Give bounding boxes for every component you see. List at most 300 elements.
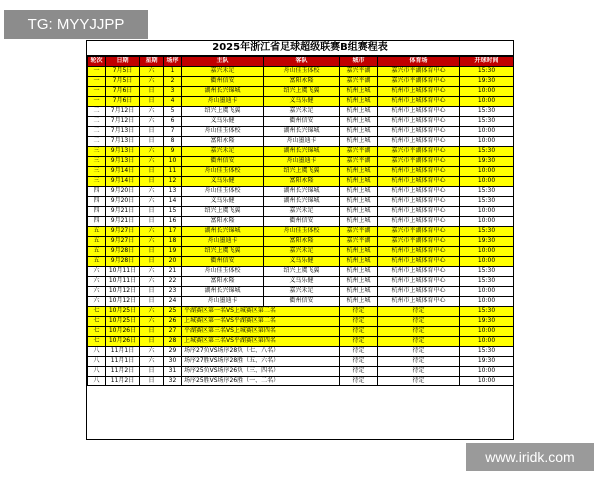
cell-round: 二 (88, 106, 106, 116)
cell-round: 七 (88, 336, 106, 346)
table-row (88, 286, 514, 296)
cell-kickoff: 15:30 (460, 306, 514, 316)
cell-kickoff: 10:00 (460, 206, 514, 216)
cell-date: 9月27日 (106, 226, 140, 236)
cell-venue: 杭州市上城体育中心 (378, 126, 460, 136)
cell-away-team: 富阳永隆 (264, 236, 340, 246)
cell-date: 11月2日 (106, 376, 140, 386)
cell-kickoff: 15:30 (460, 186, 514, 196)
cell-round: 一 (88, 66, 106, 76)
cell-venue: 杭州市上城体育中心 (378, 296, 460, 306)
cell-kickoff: 15:30 (460, 106, 514, 116)
cell-date: 9月21日 (106, 206, 140, 216)
cell-away-team: 湖州长兴锦城 (264, 186, 340, 196)
cell-date: 11月2日 (106, 366, 140, 376)
cell-city: 待定 (340, 326, 378, 336)
cell-venue: 待定 (378, 306, 460, 316)
cell-venue: 嘉兴市平湖体育中心 (378, 226, 460, 236)
cell-away-team: 湖州长兴锦城 (264, 196, 340, 206)
cell-match-no: 29 (164, 346, 182, 356)
cell-match-no: 6 (164, 116, 182, 126)
cell-city: 嘉兴平湖 (340, 76, 378, 86)
cell-home-team: 舟山佳玉体校 (182, 126, 264, 136)
cell-city: 杭州上城 (340, 296, 378, 306)
cell-kickoff: 10:00 (460, 126, 514, 136)
cell-home-team: 舟山佳玉体校 (182, 166, 264, 176)
cell-kickoff: 15:30 (460, 146, 514, 156)
cell-date: 7月13日 (106, 136, 140, 146)
cell-match-no: 31 (164, 366, 182, 376)
cell-kickoff: 15:30 (460, 276, 514, 286)
cell-home-team: 义乌乐健 (182, 196, 264, 206)
cell-fixture: 平湖赛区第一名VS上城赛区第二名 (182, 306, 340, 316)
cell-home-team: 绍兴上虞飞翼 (182, 246, 264, 256)
table-row (88, 96, 514, 106)
cell-city: 杭州上城 (340, 196, 378, 206)
cell-weekday: 六 (140, 106, 164, 116)
table-row (88, 336, 514, 346)
cell-venue: 杭州市上城体育中心 (378, 196, 460, 206)
cell-away-team: 义乌乐健 (264, 96, 340, 106)
schedule-sheet (86, 40, 514, 440)
cell-weekday: 日 (140, 166, 164, 176)
cell-weekday: 日 (140, 126, 164, 136)
cell-round: 一 (88, 86, 106, 96)
header-match-no: 场序 (164, 57, 182, 67)
cell-away-team: 义乌乐健 (264, 256, 340, 266)
cell-away-team: 衢州信安 (264, 216, 340, 226)
cell-kickoff: 10:00 (460, 336, 514, 346)
cell-venue: 嘉兴市平湖体育中心 (378, 146, 460, 156)
cell-round: 八 (88, 376, 106, 386)
cell-weekday: 日 (140, 286, 164, 296)
cell-match-no: 13 (164, 186, 182, 196)
cell-venue: 待定 (378, 326, 460, 336)
cell-date: 9月14日 (106, 176, 140, 186)
cell-venue: 杭州市上城体育中心 (378, 216, 460, 226)
cell-home-team: 衢州信安 (182, 256, 264, 266)
cell-round: 五 (88, 236, 106, 246)
cell-home-team: 舟山墨迪卡 (182, 236, 264, 246)
cell-date: 9月20日 (106, 196, 140, 206)
cell-match-no: 11 (164, 166, 182, 176)
cell-kickoff: 10:00 (460, 296, 514, 306)
cell-round: 七 (88, 316, 106, 326)
cell-round: 八 (88, 366, 106, 376)
table-row (88, 306, 514, 316)
cell-kickoff: 19:30 (460, 316, 514, 326)
cell-kickoff: 15:30 (460, 346, 514, 356)
table-row (88, 346, 514, 356)
table-header-row (88, 57, 514, 67)
cell-away-team: 绍兴上虞飞翼 (264, 266, 340, 276)
cell-match-no: 24 (164, 296, 182, 306)
cell-date: 7月13日 (106, 126, 140, 136)
cell-round: 八 (88, 356, 106, 366)
cell-date: 9月27日 (106, 236, 140, 246)
header-date: 日期 (106, 57, 140, 67)
cell-city: 嘉兴平湖 (340, 236, 378, 246)
cell-kickoff: 15:30 (460, 226, 514, 236)
cell-date: 10月12日 (106, 296, 140, 306)
table-row (88, 266, 514, 276)
cell-match-no: 3 (164, 86, 182, 96)
cell-home-team: 义乌乐健 (182, 176, 264, 186)
cell-match-no: 15 (164, 206, 182, 216)
cell-home-team: 富阳永隆 (182, 216, 264, 226)
cell-venue: 待定 (378, 356, 460, 366)
cell-city: 待定 (340, 316, 378, 326)
cell-city: 嘉兴平湖 (340, 66, 378, 76)
cell-away-team: 衢州信安 (264, 116, 340, 126)
cell-venue: 待定 (378, 346, 460, 356)
table-row (88, 136, 514, 146)
cell-weekday: 日 (140, 296, 164, 306)
cell-away-team: 嘉兴禾足 (264, 106, 340, 116)
cell-city: 待定 (340, 366, 378, 376)
cell-kickoff: 10:00 (460, 216, 514, 226)
cell-kickoff: 19:30 (460, 76, 514, 86)
cell-weekday: 日 (140, 136, 164, 146)
cell-date: 9月20日 (106, 186, 140, 196)
cell-weekday: 六 (140, 76, 164, 86)
cell-city: 杭州上城 (340, 246, 378, 256)
cell-round: 六 (88, 296, 106, 306)
cell-match-no: 8 (164, 136, 182, 146)
cell-date: 11月1日 (106, 356, 140, 366)
cell-city: 嘉兴平湖 (340, 226, 378, 236)
cell-round: 三 (88, 146, 106, 156)
cell-date: 7月6日 (106, 96, 140, 106)
cell-kickoff: 15:30 (460, 116, 514, 126)
cell-date: 9月13日 (106, 156, 140, 166)
cell-venue: 杭州市上城体育中心 (378, 96, 460, 106)
cell-weekday: 日 (140, 216, 164, 226)
table-row (88, 356, 514, 366)
cell-round: 五 (88, 246, 106, 256)
table-row (88, 256, 514, 266)
cell-round: 六 (88, 266, 106, 276)
cell-venue: 杭州市上城体育中心 (378, 266, 460, 276)
cell-venue: 杭州市上城体育中心 (378, 106, 460, 116)
cell-home-team: 湖州长兴锦城 (182, 286, 264, 296)
cell-weekday: 六 (140, 146, 164, 156)
cell-weekday: 日 (140, 326, 164, 336)
cell-date: 10月12日 (106, 286, 140, 296)
cell-away-team: 嘉兴禾足 (264, 286, 340, 296)
cell-kickoff: 10:00 (460, 326, 514, 336)
header-away-team: 客队 (264, 57, 340, 67)
cell-weekday: 日 (140, 246, 164, 256)
cell-city: 待定 (340, 306, 378, 316)
cell-weekday: 六 (140, 346, 164, 356)
table-row (88, 66, 514, 76)
cell-match-no: 30 (164, 356, 182, 366)
table-row (88, 196, 514, 206)
cell-weekday: 日 (140, 176, 164, 186)
cell-match-no: 18 (164, 236, 182, 246)
cell-city: 杭州上城 (340, 206, 378, 216)
cell-match-no: 16 (164, 216, 182, 226)
cell-match-no: 21 (164, 266, 182, 276)
cell-weekday: 日 (140, 256, 164, 266)
cell-kickoff: 19:30 (460, 356, 514, 366)
cell-weekday: 日 (140, 86, 164, 96)
cell-fixture: 场序27负VS场序28负（七、八名） (182, 346, 340, 356)
cell-venue: 杭州市上城体育中心 (378, 246, 460, 256)
cell-round: 二 (88, 116, 106, 126)
cell-kickoff: 10:00 (460, 86, 514, 96)
cell-kickoff: 10:00 (460, 376, 514, 386)
cell-city: 杭州上城 (340, 276, 378, 286)
cell-fixture: 平湖赛区第三名VS上城赛区第四名 (182, 326, 340, 336)
cell-match-no: 20 (164, 256, 182, 266)
cell-away-team: 舟山墨迪卡 (264, 156, 340, 166)
cell-kickoff: 10:00 (460, 96, 514, 106)
cell-city: 杭州上城 (340, 106, 378, 116)
cell-city: 杭州上城 (340, 186, 378, 196)
watermark-bottom-right: www.iridk.com (466, 443, 594, 471)
cell-away-team: 舟山佳玉体校 (264, 226, 340, 236)
cell-venue: 杭州市上城体育中心 (378, 176, 460, 186)
cell-match-no: 2 (164, 76, 182, 86)
table-row (88, 236, 514, 246)
cell-city: 杭州上城 (340, 86, 378, 96)
cell-date: 10月11日 (106, 276, 140, 286)
cell-match-no: 26 (164, 316, 182, 326)
cell-match-no: 4 (164, 96, 182, 106)
table-row (88, 76, 514, 86)
cell-match-no: 17 (164, 226, 182, 236)
cell-weekday: 日 (140, 366, 164, 376)
cell-away-team: 富阳永隆 (264, 76, 340, 86)
cell-city: 杭州上城 (340, 116, 378, 126)
table-row (88, 226, 514, 236)
cell-round: 四 (88, 216, 106, 226)
cell-venue: 杭州市上城体育中心 (378, 136, 460, 146)
cell-venue: 待定 (378, 316, 460, 326)
cell-home-team: 舟山墨迪卡 (182, 96, 264, 106)
cell-city: 待定 (340, 376, 378, 386)
cell-home-team: 嘉兴禾足 (182, 146, 264, 156)
cell-round: 六 (88, 286, 106, 296)
cell-home-team: 舟山佳玉体校 (182, 266, 264, 276)
cell-match-no: 10 (164, 156, 182, 166)
cell-fixture: 场序27胜VS场序28胜（五、六名） (182, 356, 340, 366)
cell-home-team: 衢州信安 (182, 156, 264, 166)
cell-venue: 杭州市上城体育中心 (378, 116, 460, 126)
schedule-title: 2025年浙江省足球超级联赛B组赛程表 (87, 41, 513, 56)
cell-kickoff: 19:30 (460, 236, 514, 246)
cell-date: 9月28日 (106, 246, 140, 256)
header-weekday: 星期 (140, 57, 164, 67)
cell-away-team: 嘉兴禾足 (264, 246, 340, 256)
cell-weekday: 六 (140, 266, 164, 276)
cell-round: 四 (88, 206, 106, 216)
cell-match-no: 12 (164, 176, 182, 186)
table-row (88, 106, 514, 116)
cell-venue: 待定 (378, 336, 460, 346)
cell-city: 杭州上城 (340, 136, 378, 146)
cell-kickoff: 10:00 (460, 136, 514, 146)
table-row (88, 296, 514, 306)
cell-venue: 嘉兴市平湖体育中心 (378, 76, 460, 86)
cell-home-team: 湖州长兴锦城 (182, 86, 264, 96)
watermark-top-left: TG: MYYJJPP (4, 10, 148, 39)
cell-kickoff: 10:00 (460, 166, 514, 176)
table-row (88, 216, 514, 226)
cell-match-no: 28 (164, 336, 182, 346)
cell-date: 7月5日 (106, 66, 140, 76)
cell-weekday: 日 (140, 206, 164, 216)
cell-date: 9月13日 (106, 146, 140, 156)
cell-weekday: 六 (140, 116, 164, 126)
cell-away-team: 绍兴上虞飞翼 (264, 166, 340, 176)
header-round: 轮次 (88, 57, 106, 67)
cell-weekday: 六 (140, 306, 164, 316)
cell-date: 9月28日 (106, 256, 140, 266)
cell-city: 杭州上城 (340, 266, 378, 276)
cell-venue: 杭州市上城体育中心 (378, 256, 460, 266)
table-row (88, 166, 514, 176)
cell-away-team: 湖州长兴锦城 (264, 126, 340, 136)
cell-kickoff: 10:00 (460, 176, 514, 186)
table-row (88, 326, 514, 336)
cell-city: 杭州上城 (340, 216, 378, 226)
cell-match-no: 1 (164, 66, 182, 76)
cell-match-no: 23 (164, 286, 182, 296)
cell-weekday: 日 (140, 336, 164, 346)
cell-away-team: 义乌乐健 (264, 276, 340, 286)
cell-away-team: 湖州长兴锦城 (264, 146, 340, 156)
cell-date: 9月21日 (106, 216, 140, 226)
cell-away-team: 绍兴上虞飞翼 (264, 86, 340, 96)
cell-venue: 杭州市上城体育中心 (378, 286, 460, 296)
cell-kickoff: 10:00 (460, 256, 514, 266)
cell-kickoff: 19:30 (460, 156, 514, 166)
cell-kickoff: 15:30 (460, 196, 514, 206)
cell-home-team: 富阳永隆 (182, 136, 264, 146)
cell-city: 杭州上城 (340, 126, 378, 136)
cell-venue: 杭州市上城体育中心 (378, 206, 460, 216)
cell-home-team: 嘉兴禾足 (182, 66, 264, 76)
cell-round: 一 (88, 96, 106, 106)
cell-kickoff: 15:30 (460, 266, 514, 276)
header-home-team: 主队 (182, 57, 264, 67)
cell-weekday: 六 (140, 276, 164, 286)
cell-venue: 嘉兴市平湖体育中心 (378, 236, 460, 246)
cell-city: 嘉兴平湖 (340, 146, 378, 156)
cell-date: 11月1日 (106, 346, 140, 356)
cell-match-no: 27 (164, 326, 182, 336)
cell-round: 三 (88, 156, 106, 166)
cell-round: 三 (88, 166, 106, 176)
cell-date: 7月5日 (106, 76, 140, 86)
cell-home-team: 衢州信安 (182, 76, 264, 86)
cell-home-team: 绍兴上虞飞翼 (182, 206, 264, 216)
cell-home-team: 舟山墨迪卡 (182, 296, 264, 306)
cell-date: 10月25日 (106, 306, 140, 316)
cell-venue: 杭州市上城体育中心 (378, 276, 460, 286)
cell-date: 7月6日 (106, 86, 140, 96)
cell-weekday: 六 (140, 186, 164, 196)
cell-home-team: 富阳永隆 (182, 276, 264, 286)
cell-match-no: 5 (164, 106, 182, 116)
cell-fixture: 场序25胜VS场序26胜（一、二名） (182, 376, 340, 386)
cell-home-team: 舟山佳玉体校 (182, 186, 264, 196)
cell-date: 10月26日 (106, 326, 140, 336)
cell-city: 待定 (340, 356, 378, 366)
table-row (88, 176, 514, 186)
cell-round: 五 (88, 256, 106, 266)
cell-match-no: 9 (164, 146, 182, 156)
cell-round: 四 (88, 196, 106, 206)
cell-date: 10月26日 (106, 336, 140, 346)
table-row (88, 206, 514, 216)
cell-city: 杭州上城 (340, 256, 378, 266)
cell-date: 10月25日 (106, 316, 140, 326)
table-row (88, 156, 514, 166)
table-row (88, 376, 514, 386)
cell-home-team: 义乌乐健 (182, 116, 264, 126)
cell-city: 待定 (340, 336, 378, 346)
cell-round: 五 (88, 226, 106, 236)
table-row (88, 86, 514, 96)
table-row (88, 186, 514, 196)
cell-away-team: 舟山佳玉体校 (264, 66, 340, 76)
cell-home-team: 湖州长兴锦城 (182, 226, 264, 236)
cell-round: 二 (88, 126, 106, 136)
cell-away-team: 富阳永隆 (264, 176, 340, 186)
cell-venue: 待定 (378, 376, 460, 386)
table-row (88, 116, 514, 126)
cell-home-team: 绍兴上虞飞翼 (182, 106, 264, 116)
cell-round: 七 (88, 306, 106, 316)
header-venue: 体育场 (378, 57, 460, 67)
cell-round: 八 (88, 346, 106, 356)
header-city: 城市 (340, 57, 378, 67)
cell-city: 待定 (340, 346, 378, 356)
cell-weekday: 六 (140, 316, 164, 326)
cell-venue: 待定 (378, 366, 460, 376)
cell-round: 三 (88, 176, 106, 186)
cell-kickoff: 10:00 (460, 366, 514, 376)
cell-venue: 杭州市上城体育中心 (378, 186, 460, 196)
cell-city: 杭州上城 (340, 96, 378, 106)
cell-round: 六 (88, 276, 106, 286)
cell-venue: 杭州市上城体育中心 (378, 86, 460, 96)
cell-weekday: 六 (140, 196, 164, 206)
table-row (88, 146, 514, 156)
cell-round: 七 (88, 326, 106, 336)
cell-venue: 嘉兴市平湖体育中心 (378, 156, 460, 166)
cell-city: 杭州上城 (340, 166, 378, 176)
table-row (88, 366, 514, 376)
cell-weekday: 日 (140, 96, 164, 106)
cell-fixture: 上城赛区第一名VS平湖赛区第二名 (182, 316, 340, 326)
cell-city: 杭州上城 (340, 286, 378, 296)
cell-weekday: 六 (140, 236, 164, 246)
cell-match-no: 22 (164, 276, 182, 286)
table-row (88, 126, 514, 136)
cell-weekday: 日 (140, 376, 164, 386)
cell-venue: 嘉兴市平湖体育中心 (378, 66, 460, 76)
schedule-table (87, 56, 514, 386)
cell-date: 7月12日 (106, 116, 140, 126)
cell-weekday: 六 (140, 156, 164, 166)
cell-kickoff: 10:00 (460, 286, 514, 296)
cell-away-team: 舟山墨迪卡 (264, 136, 340, 146)
